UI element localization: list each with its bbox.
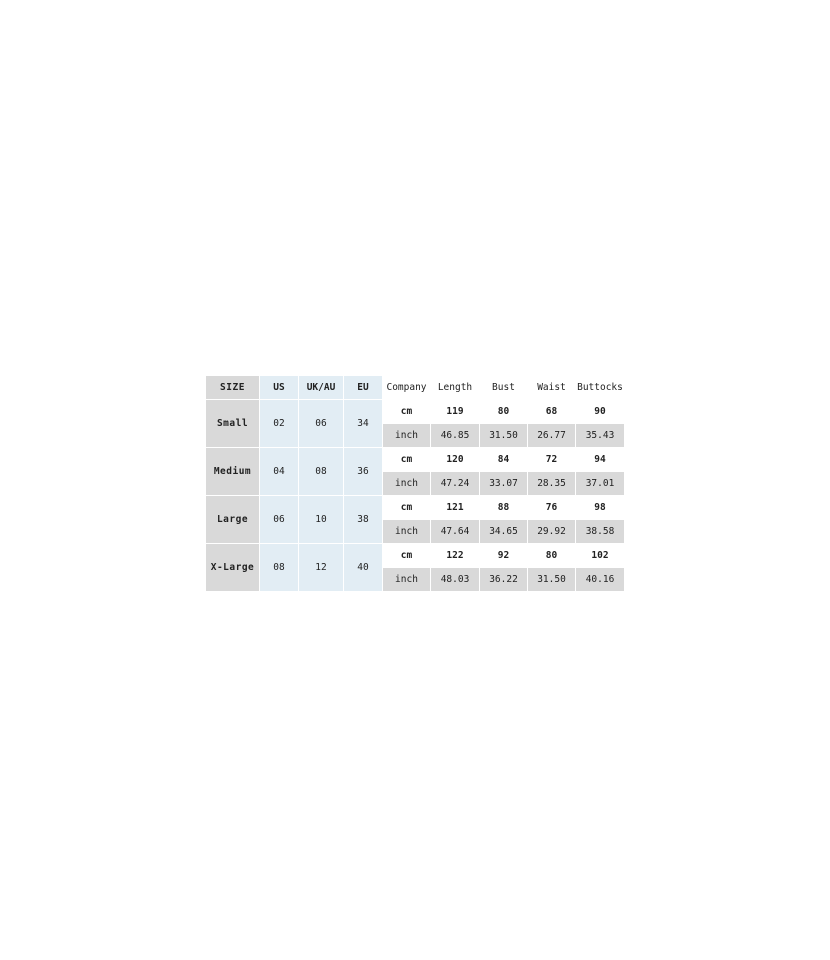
bust-value-cm: 84 [480, 448, 528, 472]
buttocks-value-inch: 35.43 [576, 424, 625, 448]
buttocks-value-cm: 102 [576, 544, 625, 568]
ukau-value: 06 [299, 400, 344, 448]
bust-value-cm: 80 [480, 400, 528, 424]
waist-value-cm: 80 [528, 544, 576, 568]
waist-value-cm: 68 [528, 400, 576, 424]
bust-value-cm: 92 [480, 544, 528, 568]
size-label: Small [206, 400, 260, 448]
unit-label: cm [383, 496, 431, 520]
buttocks-value-inch: 37.01 [576, 472, 625, 496]
eu-value: 40 [344, 544, 383, 592]
length-value-inch: 46.85 [431, 424, 480, 448]
bust-value-cm: 88 [480, 496, 528, 520]
table-row [206, 400, 625, 424]
bust-value-inch: 33.07 [480, 472, 528, 496]
length-value-cm: 122 [431, 544, 480, 568]
bust-value-inch: 31.50 [480, 424, 528, 448]
bust-value-inch: 34.65 [480, 520, 528, 544]
column-header-ukau: UK/AU [299, 376, 344, 400]
us-value: 04 [260, 448, 299, 496]
unit-label: inch [383, 472, 431, 496]
size-label: Medium [206, 448, 260, 496]
buttocks-value-inch: 38.58 [576, 520, 625, 544]
length-value-inch: 47.24 [431, 472, 480, 496]
bust-value-inch: 36.22 [480, 568, 528, 592]
size-label: Large [206, 496, 260, 544]
ukau-value: 12 [299, 544, 344, 592]
us-value: 02 [260, 400, 299, 448]
length-value-cm: 119 [431, 400, 480, 424]
size-chart-container [205, 375, 624, 592]
ukau-value: 10 [299, 496, 344, 544]
size-chart-table [205, 375, 625, 592]
eu-value: 36 [344, 448, 383, 496]
column-header-us: US [260, 376, 299, 400]
column-header-waist: Waist [528, 376, 576, 400]
buttocks-value-cm: 94 [576, 448, 625, 472]
column-header-size: SIZE [206, 376, 260, 400]
us-value: 08 [260, 544, 299, 592]
length-value-inch: 48.03 [431, 568, 480, 592]
table-header-row [206, 376, 625, 400]
eu-value: 38 [344, 496, 383, 544]
waist-value-inch: 31.50 [528, 568, 576, 592]
eu-value: 34 [344, 400, 383, 448]
unit-label: inch [383, 520, 431, 544]
column-header-eu: EU [344, 376, 383, 400]
ukau-value: 08 [299, 448, 344, 496]
unit-label: cm [383, 544, 431, 568]
table-row [206, 544, 625, 568]
unit-label: cm [383, 400, 431, 424]
column-header-company: Company [383, 376, 431, 400]
length-value-cm: 121 [431, 496, 480, 520]
unit-label: inch [383, 424, 431, 448]
column-header-length: Length [431, 376, 480, 400]
waist-value-inch: 26.77 [528, 424, 576, 448]
buttocks-value-cm: 90 [576, 400, 625, 424]
column-header-buttocks: Buttocks [576, 376, 625, 400]
unit-label: cm [383, 448, 431, 472]
waist-value-cm: 72 [528, 448, 576, 472]
waist-value-inch: 29.92 [528, 520, 576, 544]
waist-value-cm: 76 [528, 496, 576, 520]
us-value: 06 [260, 496, 299, 544]
column-header-bust: Bust [480, 376, 528, 400]
unit-label: inch [383, 568, 431, 592]
waist-value-inch: 28.35 [528, 472, 576, 496]
table-row [206, 496, 625, 520]
size-label: X-Large [206, 544, 260, 592]
length-value-cm: 120 [431, 448, 480, 472]
length-value-inch: 47.64 [431, 520, 480, 544]
buttocks-value-cm: 98 [576, 496, 625, 520]
buttocks-value-inch: 40.16 [576, 568, 625, 592]
table-row [206, 448, 625, 472]
